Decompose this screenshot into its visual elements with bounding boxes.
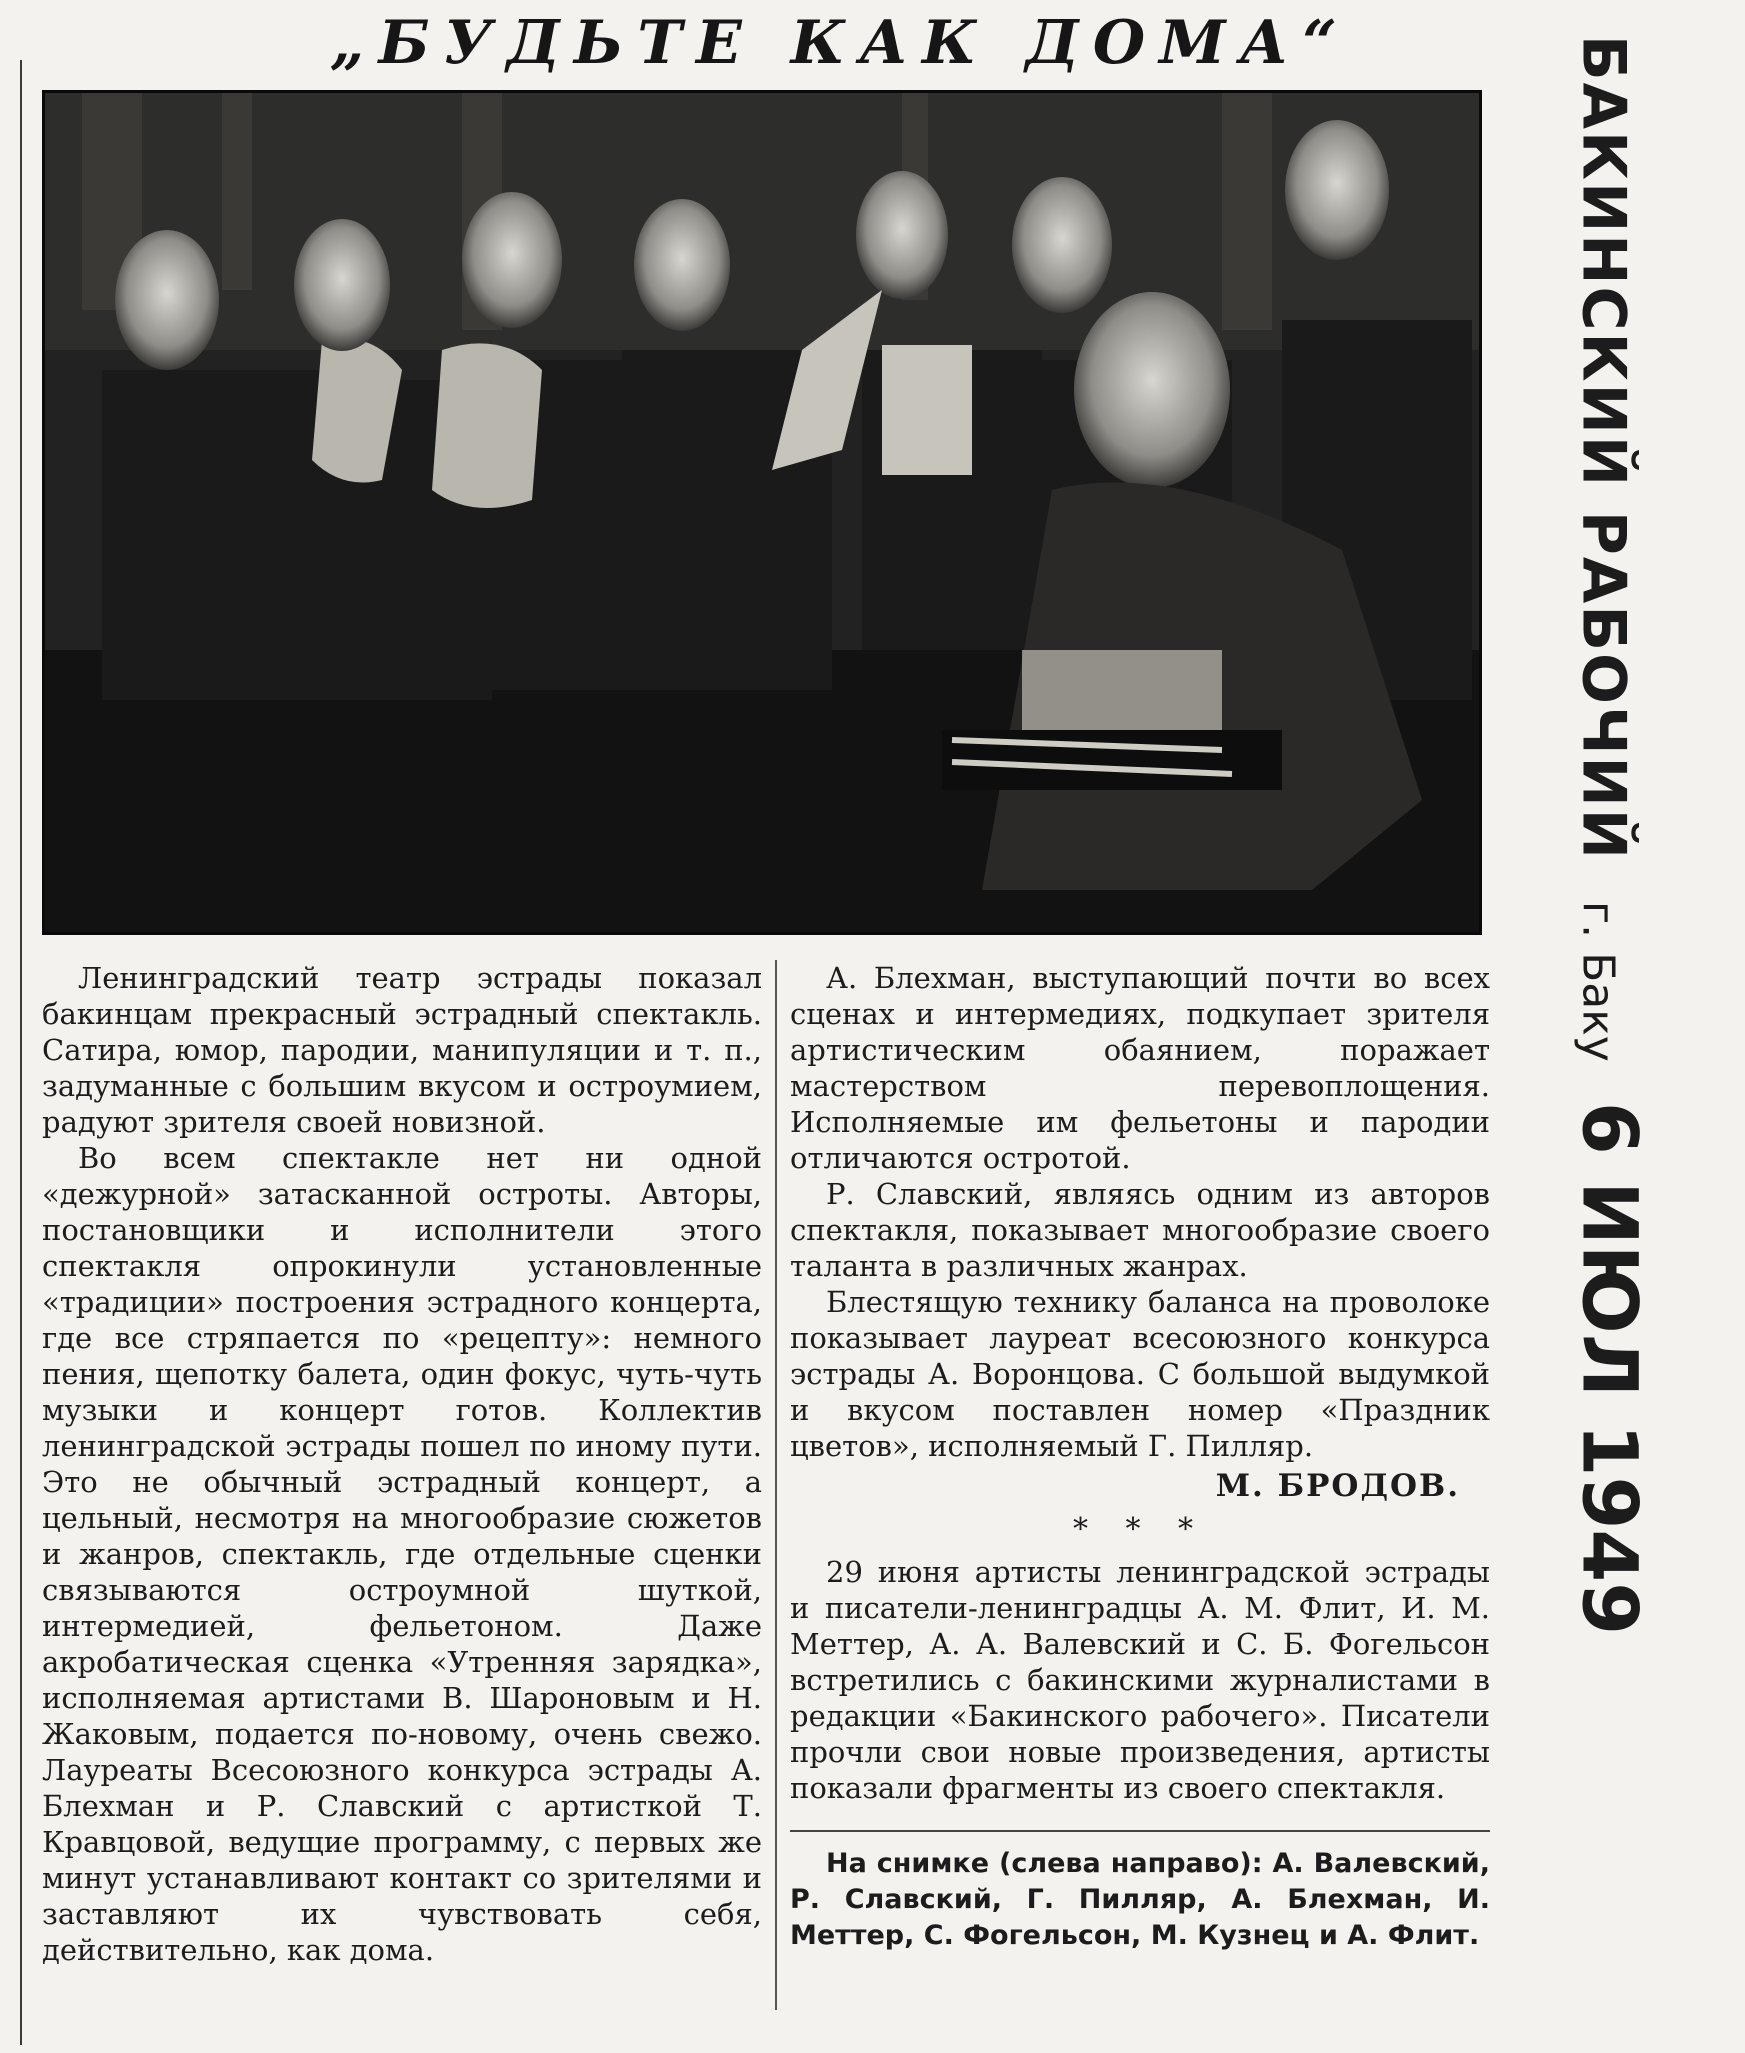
news-note: 29 июня артисты ленинградской эстрады и писатели-ленинградцы А. М. Флит, И. М. Меттер, А. А. Валевский и С. Б. Фогельсон встретились с бакинскими журналистами в редакции «Бакинского рабочего». Писатели прочли свои новые произведения, артисты показали фрагменты из своего спектакля. xyxy=(790,1555,1490,1805)
photo-musicians-piano-icon xyxy=(42,90,1482,935)
article-paragraph: А. Блехман, выступающий почти во всех сценах и интермедиях, подкупает зрителя артистическим обаянием, поражает мастерством перевоплощения. Исполняемые им фельетоны и пародии отличаются остротой. xyxy=(790,961,1490,1175)
article-paragraph: Во всем спектакле нет ни одной «дежурной» затасканной остроты. Авторы, постановщики и исполнители этого спектакля опрокинули установленные «традиции» построения эстрадного концерта, где все стряпается по «рецепту»: немного пения, щепотку балета, один фокус, чуть-чуть музыки и концерт готов. Коллектив ленинградской эстрады пошел по иному пути. Это не обычный эстрадный концерт, а цельный, несмотря на многообразие сюжетов и жанров, спектакль, где отдельные сценки связываются остроумной шуткой, интермедией, фельетоном. Даже акробатическая сценка «Утренняя зарядка», исполняемая артистами В. Шароновым и Н. Жаковым, подается по-новому, очень свежо. Лауреаты Всесоюзного конкурса эстрады А. Блехман и Р. Славский с артисткой Т. Кравцовой, ведущие программу, с первых же минут устанавливают контакт со зрителями и заставляют их чувствовать себя, действительно, как дома. xyxy=(42,1141,762,1967)
newspaper-stamp xyxy=(1505,34,1715,1636)
stamp-newspaper-name: БАКИНСКИЙ РАБОЧИЙ xyxy=(1568,34,1639,861)
article-paragraph: Блестящую технику баланса на проволоке показывает лауреат всесоюзного конкурса эстрады А. Воронцова. С большой выдумкой и вкусом поставлен номер «Праздник цветов», исполняемый Г. Пилляр. xyxy=(790,1285,1490,1463)
clipping-edge-line xyxy=(20,60,22,2045)
article-paragraph: Р. Славский, являясь одним из авторов спектакля, показывает многообразие своего таланта в различных жанрах. xyxy=(790,1177,1490,1283)
author-signature: М. БРОДОВ. xyxy=(1215,1468,1460,1504)
stamp-city: г. Баку xyxy=(1572,900,1624,1062)
article-headline: „БУДЬТЕ КАК ДОМА“ xyxy=(330,8,1351,78)
section-separator: * * * xyxy=(1072,1512,1208,1547)
stamp-date: 6 ИЮЛ 1949 xyxy=(1565,1101,1655,1636)
article-right-column xyxy=(790,960,1490,1954)
article-left-column xyxy=(42,960,762,1968)
article-photo xyxy=(42,90,1482,935)
caption-rule xyxy=(790,1830,1490,1832)
article-paragraph: Ленинградский театр эстрады показал бакинцам прекрасный эстрадный спектакль. Сатира, юмор, пародии, манипуляции и т. п., задуманные с большим вкусом и остроумием, радуют зрителя своей новизной. xyxy=(42,961,762,1139)
photo-caption: На снимке (слева направо): А. Валевский, Р. Славский, Г. Пилляр, А. Блехман, И. Меттер, С. Фогельсон, М. Кузнец и А. Флит. xyxy=(790,1848,1490,1951)
column-divider xyxy=(775,960,777,2010)
